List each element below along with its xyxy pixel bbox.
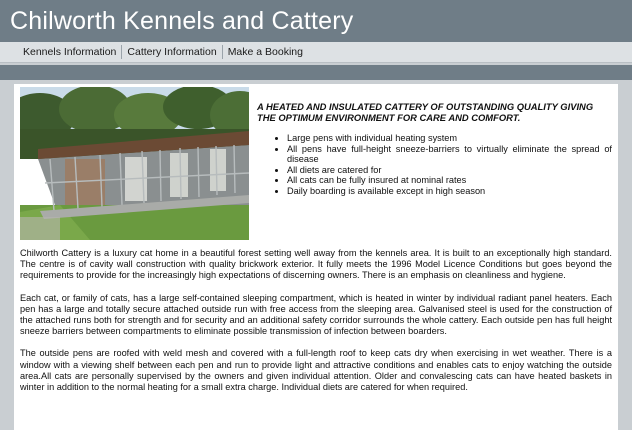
header-band (0, 65, 632, 80)
nav-kennels-information[interactable]: Kennels Information (23, 46, 117, 58)
description-paragraph: Each cat, or family of cats, has a large self-contained sleeping compartment, which is heated in winter by individual radiant panel heaters. Each pen has a large and totally secure attached outside run with free access from the sleeping area. Galvanised steel is used for the construction of the attached runs both for strength and for security and an additional safety corridor surrounds the whole cattery. Each outside pen has full height sneeze barriers between compartments to eliminate possible transmission of infection between boarders. (20, 292, 612, 337)
main-nav (0, 42, 632, 63)
feature-item: • All diets are catered for (287, 165, 612, 176)
feature-item: • All pens have full-height sneeze-barriers to virtually eliminate the spread of disease (287, 144, 612, 165)
site-title: Chilworth Kennels and Cattery (10, 6, 354, 35)
feature-item: • Daily boarding is available except in high season (287, 186, 612, 197)
intro-section (257, 101, 612, 196)
feature-item: • All cats can be fully insured at nominal rates (287, 175, 612, 186)
feature-item: • Large pens with individual heating system (287, 133, 612, 144)
content-panel (14, 84, 618, 430)
nav-cattery-information[interactable]: Cattery Information (127, 46, 217, 58)
feature-list (257, 133, 612, 196)
description-paragraph: The outside pens are roofed with weld mesh and covered with a full-length roof to keep cats dry when exercising in wet weather. There is a window with a viewing shelf between each pen and run to provide light and attractive conditions and enables cats to enjoy watching the outside area.All cats are personally supervised by the owners and given individual attention. Older and convalescing cats can have heated baskets in winter in addition to the normal heating for a small extra charge. Individual diets are catered for when required. (20, 348, 612, 393)
cattery-headline: A HEATED AND INSULATED CATTERY OF OUTSTANDING QUALITY GIVING THE OPTIMUM ENVIRONMENT FOR CARE AND COMFORT. (257, 101, 594, 123)
cattery-photo-image (20, 87, 249, 240)
site-header (0, 0, 632, 42)
nav-make-a-booking[interactable]: Make a Booking (227, 46, 303, 58)
cattery-photo (20, 87, 249, 240)
description-paragraph: Chilworth Cattery is a luxury cat home in a beautiful forest setting well away from the kennels area. It is built to an exceptionally high standard. The centre is of cavity wall construction with quality brickwork exterior. It fully meets the 1996 Model Licence Conditions but goes beyond the requirements to provide for the increasingly high expectations of discerning owners. There is an emphasis on cleanliness and hygiene. (20, 248, 612, 281)
description-text (20, 248, 612, 404)
